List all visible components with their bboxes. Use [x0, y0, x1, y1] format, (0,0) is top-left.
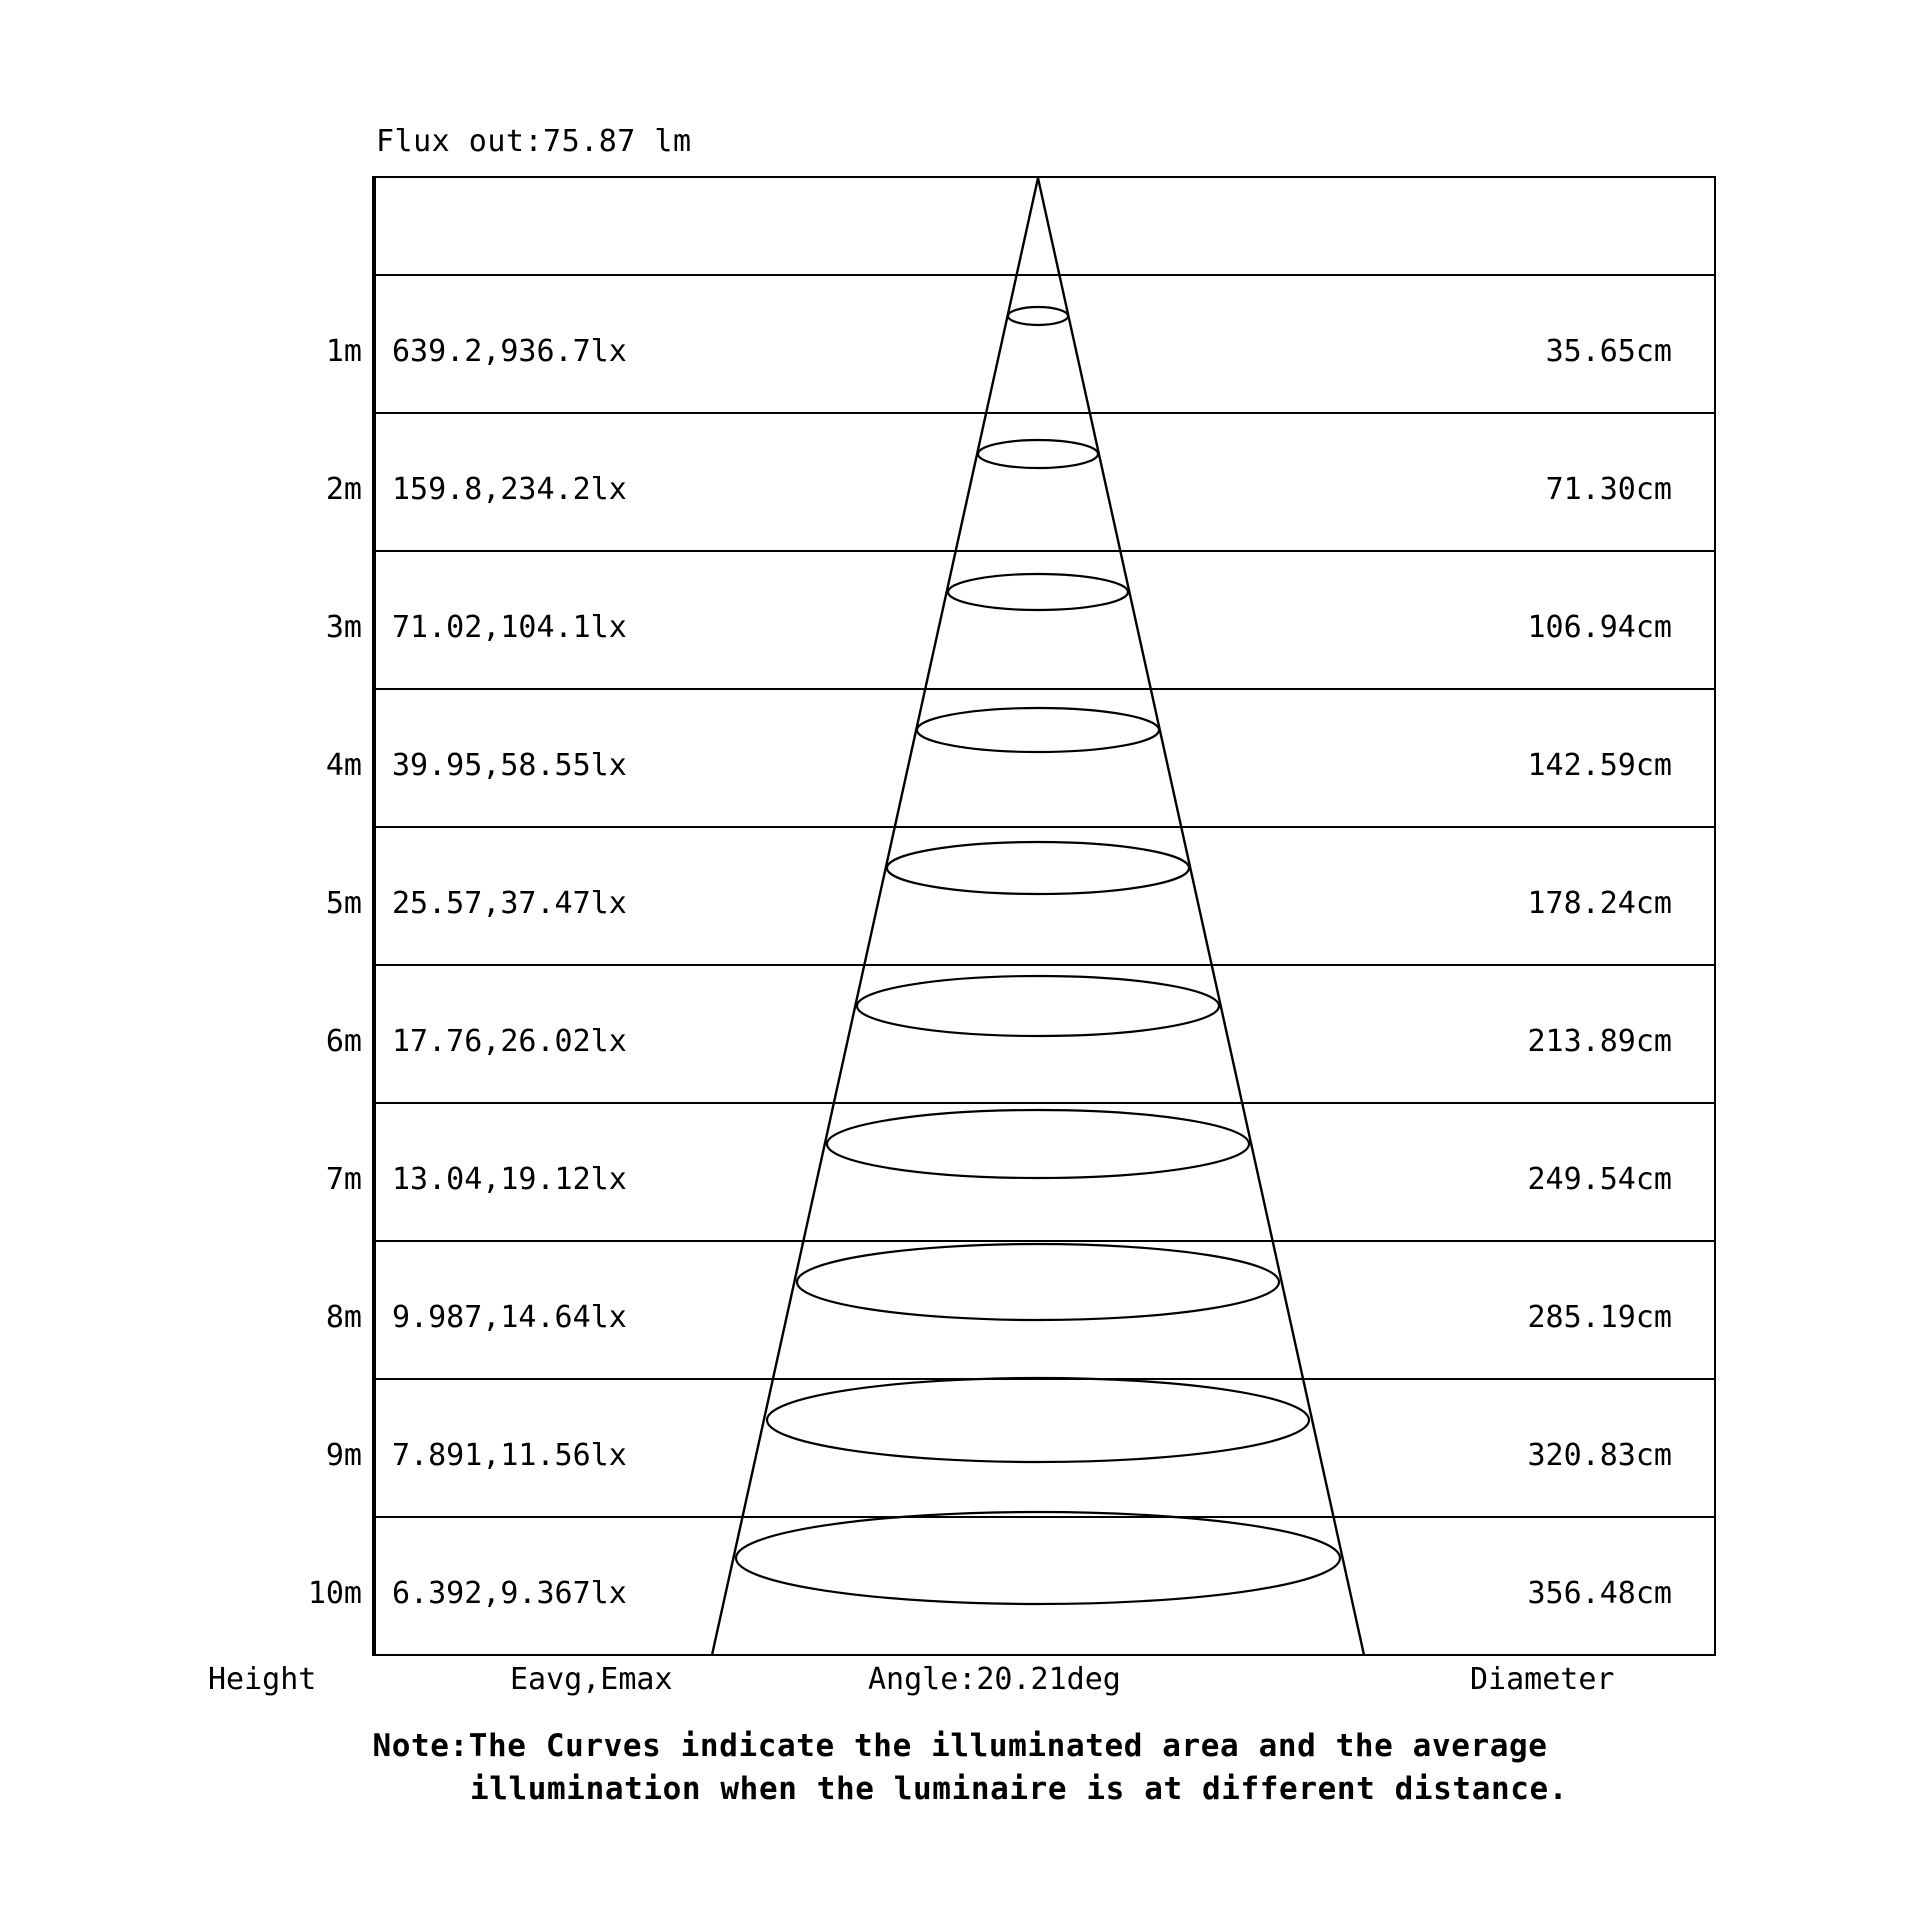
eavg-emax-value: 6.392,9.367lx [392, 1576, 627, 1611]
eavg-emax-value: 17.76,26.02lx [392, 1024, 627, 1059]
height-label: 3m [325, 610, 362, 645]
height-label: 10m [307, 1576, 362, 1611]
diameter-value: 35.65cm [1545, 334, 1672, 369]
height-label: 8m [325, 1300, 362, 1335]
eavg-emax-value: 9.987,14.64lx [392, 1300, 627, 1335]
flux-out-label: Flux out:75.87 lm [376, 124, 692, 159]
note-line-1: Note:The Curves indicate the illuminated area and the average [372, 1728, 1548, 1764]
axis-caption-eavg-emax: Eavg,Emax [510, 1662, 673, 1697]
diameter-value: 106.94cm [1527, 610, 1672, 645]
height-label: 2m [325, 472, 362, 507]
axis-caption-diameter: Diameter [1470, 1662, 1615, 1697]
diameter-value: 356.48cm [1527, 1576, 1672, 1611]
row-separator [374, 688, 1714, 690]
diameter-value: 178.24cm [1527, 886, 1672, 921]
height-label: 4m [325, 748, 362, 783]
eavg-emax-value: 25.57,37.47lx [392, 886, 627, 921]
row-separator [374, 826, 1714, 828]
row-separator [374, 1378, 1714, 1380]
note-block [0, 1725, 1920, 1811]
eavg-emax-value: 639.2,936.7lx [392, 334, 627, 369]
height-label: 5m [325, 886, 362, 921]
eavg-emax-value: 71.02,104.1lx [392, 610, 627, 645]
height-label: 9m [325, 1438, 362, 1473]
row-separator [374, 1240, 1714, 1242]
diameter-value: 213.89cm [1527, 1024, 1672, 1059]
diameter-value: 249.54cm [1527, 1162, 1672, 1197]
row-separator [374, 1516, 1714, 1518]
row-separator [374, 412, 1714, 414]
note-line-2: illumination when the luminaire is at different distance. [469, 1770, 1569, 1807]
height-label: 1m [325, 334, 362, 369]
row-separator [374, 550, 1714, 552]
eavg-emax-value: 13.04,19.12lx [392, 1162, 627, 1197]
axis-caption-height: Height [208, 1662, 317, 1697]
diameter-value: 285.19cm [1527, 1300, 1672, 1335]
eavg-emax-value: 39.95,58.55lx [392, 748, 627, 783]
row-separator [374, 1102, 1714, 1104]
diameter-value: 320.83cm [1527, 1438, 1672, 1473]
height-label: 6m [325, 1024, 362, 1059]
row-separator [374, 964, 1714, 966]
height-column-divider [374, 178, 376, 1654]
axis-caption-angle: Angle:20.21deg [868, 1662, 1121, 1697]
diameter-value: 71.30cm [1545, 472, 1672, 507]
eavg-emax-value: 159.8,234.2lx [392, 472, 627, 507]
height-label: 7m [325, 1162, 362, 1197]
row-separator [374, 274, 1714, 276]
diameter-value: 142.59cm [1527, 748, 1672, 783]
eavg-emax-value: 7.891,11.56lx [392, 1438, 627, 1473]
